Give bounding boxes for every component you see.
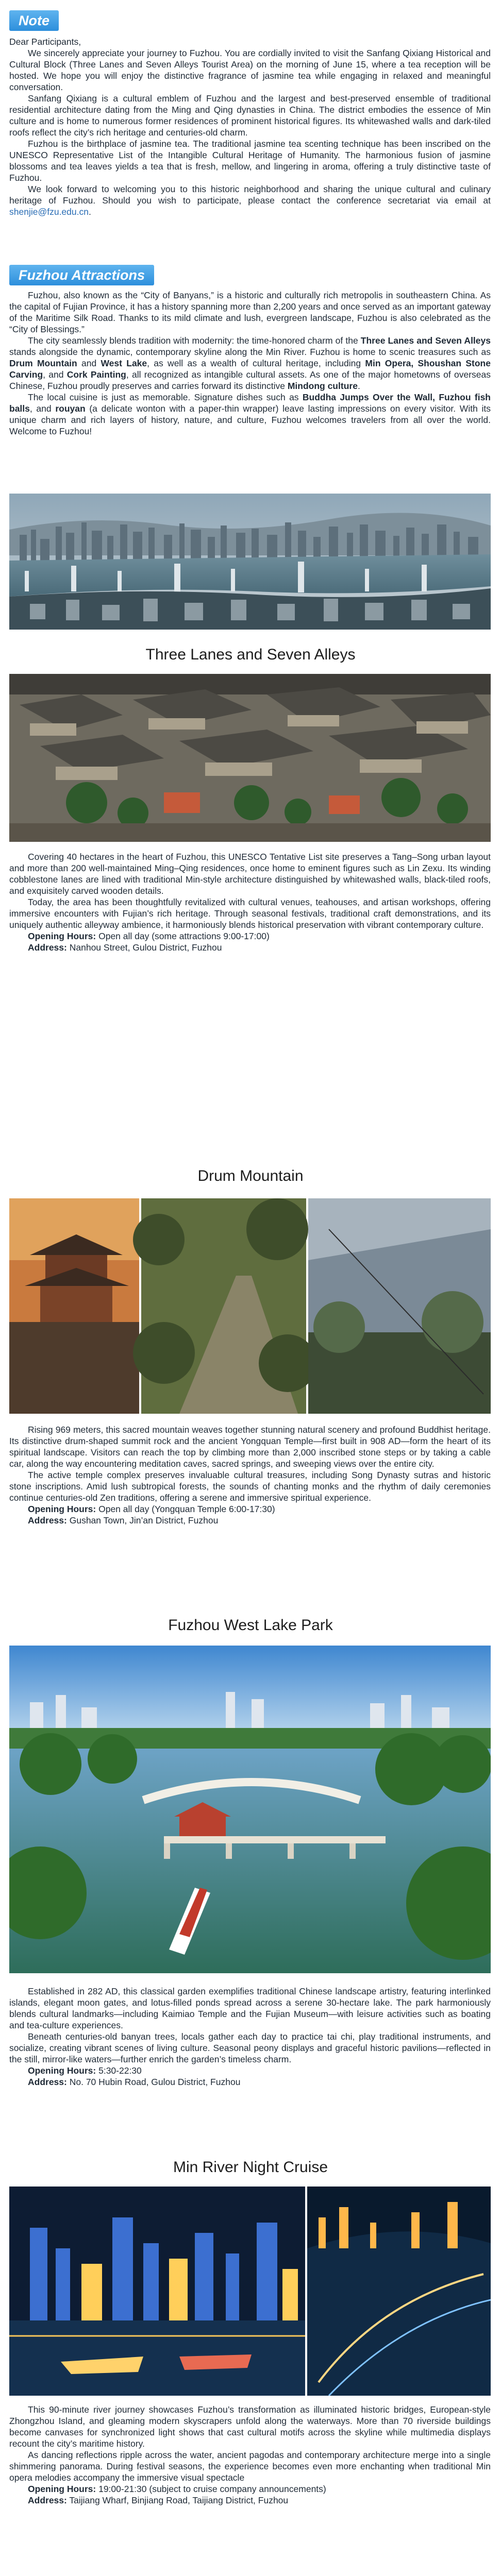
hours-value: 19:00-21:30 (subject to cruise company announcements) — [98, 2484, 326, 2494]
place-paragraph: Established in 282 AD, this classical garden exemplifies traditional Chinese landscape artistry, featuring interlinked islands, elegant moon gates, and lotus-filled ponds spread across a serene 30-hectare lake. The park harmoniously blends cultural landmarks—including Kaimiao Temple and the Fujian Museum—with leisure activities such as boating and tea-culture experiences. — [9, 1986, 491, 2030]
text-run: , as well as a wealth of cultural heritage, including — [147, 358, 365, 368]
hours-value: Open all day (Yongquan Temple 6:00-17:30) — [98, 1504, 275, 1514]
bold-run: West Lake — [101, 358, 147, 368]
text-run: stands alongside the dynamic, contemporary skyline along the Min River. Fuzhou is home to scenic treasures such as — [9, 347, 491, 357]
place-body — [9, 851, 491, 953]
place-body — [9, 2404, 491, 2506]
address-label: Address: — [28, 2077, 67, 2087]
bold-run: Min Opera, Shoushan Stone Carving — [9, 358, 491, 380]
email-link[interactable]: shenjie@fzu.edu.cn — [9, 207, 89, 217]
text-run: , and — [29, 403, 56, 414]
attractions-cuisine — [9, 392, 491, 437]
address — [9, 942, 491, 953]
bold-run: Mindong culture — [287, 381, 358, 391]
address-value: Nanhou Street, Gulou District, Fuzhou — [69, 942, 222, 953]
address — [9, 2076, 491, 2088]
note-greeting: Dear Participants, — [9, 37, 81, 47]
drum-mountain-photo — [9, 1198, 491, 1414]
place-paragraph: Beneath centuries-old banyan trees, locals gather each day to practice tai chi, play traditional instruments, and socialize, creating vibrant scenes of living culture. Seasonal peony displays and graceful historic pavilions—reflected in the still, mirror-like waters—further enrich the garden’s timeless charm. — [9, 2031, 491, 2064]
hours-label: Opening Hours: — [28, 1504, 96, 1514]
address-value: No. 70 Hubin Road, Gulou District, Fuzhou — [69, 2077, 241, 2087]
attractions-body — [9, 290, 491, 437]
hours-label: Opening Hours: — [28, 2065, 96, 2076]
text-run: The city seamlessly blends tradition with modernity: the time-honored charm of the — [28, 335, 361, 346]
bold-run: rouyan — [55, 403, 86, 414]
place-paragraph: As dancing reflections ripple across the water, ancient pagodas and contemporary architecture merge into a single shimmering panorama. During festival seasons, the experience becomes even more enchanting when traditional Min opera melodies accompany the immersive visual spectacle — [9, 2450, 491, 2483]
attractions-heritage — [9, 335, 491, 392]
address-label: Address: — [28, 2495, 67, 2505]
text-run: and — [77, 358, 101, 368]
bold-run: Drum Mountain — [9, 358, 77, 368]
hours-value: Open all day (some attractions 9:00-17:00) — [98, 931, 270, 941]
attractions-intro: Fuzhou, also known as the “City of Banyans,” is a historic and culturally rich metropolis in southeastern China. As the capital of Fujian Province, it has a history spanning more than 2,200 years and once served as an important gateway of the Maritime Silk Road. Thanks to its mild climate and lush, evergreen landscape, Fuzhou is also celebrated as the “City of Blessings.” — [9, 290, 491, 334]
hours-label: Opening Hours: — [28, 2484, 96, 2494]
opening-hours — [9, 2483, 491, 2495]
place-paragraph: The active temple complex preserves invaluable cultural treasures, including Song Dynasty sutras and historic stone inscriptions. Amid lush subtropical forests, the sounds of chanting monks and the rhythm of daily ceremonies continue centuries-old Zen traditions, offering a serene and immersive spiritual experience. — [9, 1470, 491, 1503]
attractions-tag: Fuzhou Attractions — [9, 265, 154, 285]
note-paragraph: Sanfang Qixiang is a cultural emblem of Fuzhou and the largest and best-preserved ensemble of traditional residential architecture dating from the Ming and Qing dynasties in China. The district embodies the essence of Min culture and is home to numerous former residences of prominent historical figures. Its whitewashed walls and dark-tiled roofs reflect the city’s rich heritage and centuries-old charm. — [9, 93, 491, 138]
place-title: Fuzhou West Lake Park — [168, 1617, 333, 1634]
text-run: . — [357, 381, 360, 391]
address-value: Gushan Town, Jin’an District, Fuzhou — [69, 1515, 219, 1526]
place-paragraph: Covering 40 hectares in the heart of Fuzhou, this UNESCO Tentative List site preserves a Tang–Song urban layout and more than 200 well-maintained Ming–Qing residences, once home to eminent figures such as Lin Zexu. Its winding cobblestone lanes are lined with traditional Min-style architecture distinguished by whitewashed walls, black-tiled roofs, and exquisitely carved wooden details. — [9, 852, 491, 896]
place-paragraph: Today, the area has been thoughtfully revitalized with cultural venues, teahouses, and artisan workshops, offering immersive encounters with Fujian’s rich heritage. Through seasonal festivals, traditional craft demonstrations, and its uniquely authentic alleyway ambience, it harmoniously blends historical preservation with vibrant contemporary culture. — [9, 897, 491, 930]
place-body — [9, 1986, 491, 2088]
address — [9, 1515, 491, 1526]
bold-run: Three Lanes and Seven Alleys — [360, 335, 491, 346]
address — [9, 2495, 491, 2506]
three-lanes-photo — [9, 674, 491, 842]
min-river-night-photo — [9, 2187, 491, 2396]
fuzhou-skyline-photo — [9, 494, 491, 630]
note-tag: Note — [9, 10, 59, 31]
note-paragraph: We sincerely appreciate your journey to Fuzhou. You are cordially invited to visit the Sanfang Qixiang Historical and Cultural Block (Three Lanes and Seven Alleys Tourist Area) on the morning of June 15, where a tea reception will be hosted. We hope you will enjoy the distinctive fragrance of jasmine tea while engaging in relaxed and meaningful conversation. — [9, 48, 491, 92]
note-body — [9, 36, 491, 217]
note-contact — [9, 183, 491, 217]
text-run: , all recognized as intangible cultural assets. As one of the major hometowns of overseas Chinese, Fuzhou proudly preserves and carries forward its distinctive — [9, 369, 491, 391]
bold-run: Buddha Jumps Over the Wall, Fuzhou fish balls — [9, 392, 491, 414]
text-run: The local cuisine is just as memorable. Signature dishes such as — [28, 392, 303, 402]
place-title: Drum Mountain — [197, 1167, 304, 1184]
hours-label: Opening Hours: — [28, 931, 96, 941]
note-paragraph: Fuzhou is the birthplace of jasmine tea. The traditional jasmine tea scenting technique has been inscribed on the UNESCO Representative List of the Intangible Cultural Heritage of Humanity. The harmonious fusion of jasmine blossoms and tea leaves yields a tea that is fresh, mellow, and lingering in aroma, offering a truly distinctive taste of Fuzhou. — [9, 139, 491, 183]
contact-end: . — [88, 207, 91, 217]
text-run: , and — [43, 369, 67, 380]
address-value: Taijiang Wharf, Binjiang Road, Taijiang District, Fuzhou — [69, 2495, 289, 2505]
opening-hours — [9, 1503, 491, 1515]
place-paragraph: This 90-minute river journey showcases Fuzhou’s transformation as illuminated historic bridges, European-style Zhongzhou Island, and gleaming modern skyscrapers unfold along the waterways. More than 70 riverside buildings become canvases for synchronized light shows that cast cultural motifs across the skyline while multimedia displays recount the city’s maritime history. — [9, 2404, 491, 2449]
address-label: Address: — [28, 942, 67, 953]
opening-hours — [9, 2065, 491, 2076]
place-title: Min River Night Cruise — [173, 2159, 328, 2176]
opening-hours — [9, 930, 491, 942]
text-run: (a delicate wonton with a paper-thin wrapper) leave lasting impressions on every visitor. With its unique charm and rich layers of history, nature, and culture, Fuzhou welcomes travelers from all over the world. Welcome to Fuzhou! — [9, 403, 491, 436]
hours-value: 5:30-22:30 — [98, 2065, 142, 2076]
west-lake-photo — [9, 1646, 491, 1973]
contact-text: We look forward to welcoming you to this historic neighborhood and sharing the unique cultural and culinary heritage of Fuzhou. Should you wish to participate, please contact the conference secretariat via email at — [9, 184, 491, 206]
address-label: Address: — [28, 1515, 67, 1526]
bold-run: Cork Painting — [66, 369, 126, 380]
place-title: Three Lanes and Seven Alleys — [145, 646, 356, 663]
place-paragraph: Rising 969 meters, this sacred mountain weaves together stunning natural scenery and profound Buddhist heritage. Its distinctive drum-shaped summit rock and the ancient Yongquan Temple—first built in 908 AD—form the heart of its spiritual landscape. Visitors can reach the top by climbing more than 2,000 inscribed stone steps or by taking a cable car, along the way encountering meditation caves, sacred springs, and sweeping views over the entire city. — [9, 1425, 491, 1469]
place-body — [9, 1424, 491, 1526]
